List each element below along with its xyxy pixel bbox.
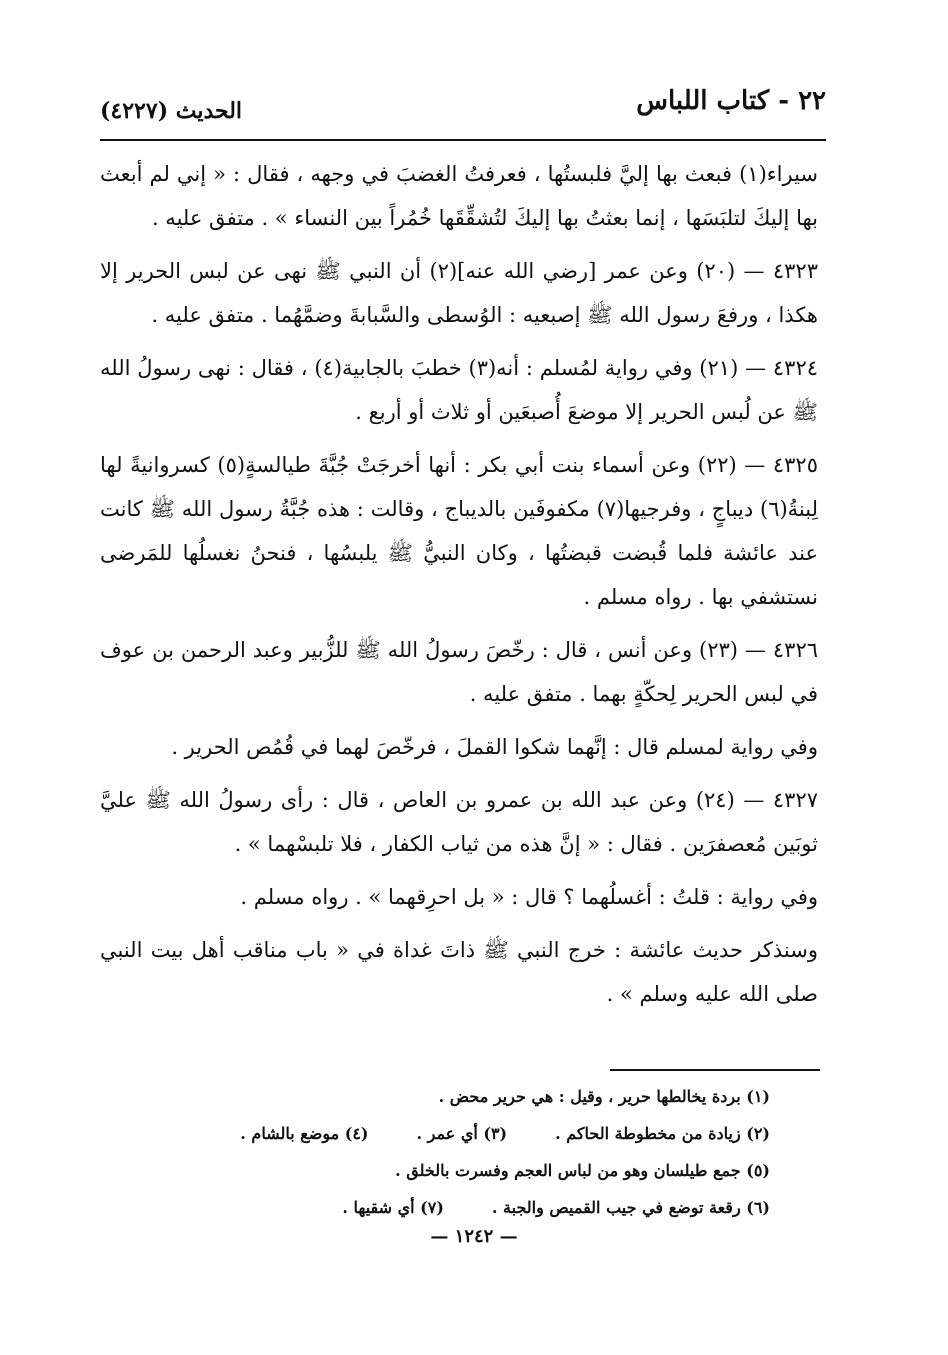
cross-reference-note: وسنذكر حديث عائشة : خرج النبي ﷺ ذاتَ غداة في « باب مناقب أهل بيت النبي صلى الله عليه وسلم » . bbox=[100, 938, 818, 1006]
page-header bbox=[100, 74, 826, 138]
hadith-4326: ٤٣٢٦ — (٢٣) وعن أنس ، قال : رخّصَ رسولُ الله ﷺ للزُّبير وعبد الرحمن بن عوف في لبس الحرير لِحكّةٍ بهما . متفق عليه . bbox=[100, 638, 819, 706]
footnote-2: (٢) زيادة من مخطوطة الحاكم . bbox=[555, 1124, 770, 1143]
footnote-row-2-4 bbox=[160, 1115, 770, 1152]
hadith-4324: ٤٣٢٤ — (٢١) وفي رواية لمُسلم : أنه(٣) خطبَ بالجابية(٤) ، فقال : نهى رسولُ الله ﷺ عن لُبس الحرير إلا موضعَ أُصبعَين أو ثلاث أو أربع . bbox=[100, 356, 819, 424]
footnote-6: (٦) رقعة توضع في جيب القميص والجبة . bbox=[491, 1198, 770, 1217]
footnote-3: (٣) أي عمر . bbox=[416, 1124, 508, 1143]
hadith-4327-variant: وفي رواية : قلتُ : أغسلُهما ؟ قال : « بل احرِقهما » . رواه مسلم . bbox=[240, 885, 818, 909]
hadith-4326-muslim-variant: وفي رواية لمسلم قال : إنَّهما شكوا القملَ ، فرخّصَ لهما في قُمُص الحرير . bbox=[171, 735, 818, 759]
hadith-4325: ٤٣٢٥ — (٢٢) وعن أسماء بنت أبي بكر : أنها أخرجَتْ جُبَّةَ طيالسةٍ(٥) كسروانيةً لها لِبنةُ(٦) ديباجٍ ، وفرجيها(٧) مكفوفَين بالديباج ، وقالت : هذه جُبَّةُ رسول الله ﷺ كانت عند عائشة فلما قُبضت قبضتُها ، وكان النبيُّ ﷺ يلبسُها ، فنحنُ نغسلُها للمَرضى نستشفي بها . رواه مسلم . bbox=[100, 453, 818, 609]
hadith-4323: ٤٣٢٣ — (٢٠) وعن عمر [رضي الله عنه](٢) أن النبي ﷺ نهى عن لبس الحرير إلا هكذا ، ورفعَ رسول الله ﷺ إصبعيه : الوُسطى والسَّبابةَ وضمَّهُما . متفق عليه . bbox=[100, 259, 818, 327]
main-text bbox=[100, 152, 818, 1025]
footnote-5: (٥) جمع طيلسان وهو من لباس العجم وفسرت بالخلق . bbox=[395, 1161, 770, 1180]
footnotes bbox=[160, 1078, 770, 1226]
book-chapter-title: ٢٢ - كتاب اللباس bbox=[636, 86, 826, 116]
footnote-7: (٧) أي شقيها . bbox=[342, 1198, 444, 1217]
hadith-range-label: الحديث (٤٢٢٧) bbox=[100, 98, 243, 124]
footnote-row-6-7 bbox=[160, 1189, 770, 1226]
paragraph-continuation: سيراء(١) فبعث بها إليَّ فلبستُها ، فعرفتُ الغضبَ في وجهه ، فقال : « إني لم أبعث بها إليكَ لتلبَسَها ، إنما بعثتُ بها إليكَ لتُشقِّقَها خُمُراً بين النساء » . متفق عليه . bbox=[100, 162, 818, 230]
header-divider bbox=[100, 139, 826, 141]
hadith-4327: ٤٣٢٧ — (٢٤) وعن عبد الله بن عمرو بن العاص ، قال : رأى رسولُ الله ﷺ عليَّ ثوبَين مُعصفرَين . فقال : « إنَّ هذه من ثياب الكفار ، فلا تلبسْهما » . bbox=[100, 788, 818, 856]
footnote-4: (٤) موضع بالشام . bbox=[240, 1124, 369, 1143]
footnote-1: (١) بردة يخالطها حرير ، وقيل : هي حرير محض . bbox=[438, 1087, 770, 1106]
footnote-divider bbox=[610, 1069, 820, 1071]
page-number: — ١٢٤٢ — bbox=[430, 1226, 518, 1247]
